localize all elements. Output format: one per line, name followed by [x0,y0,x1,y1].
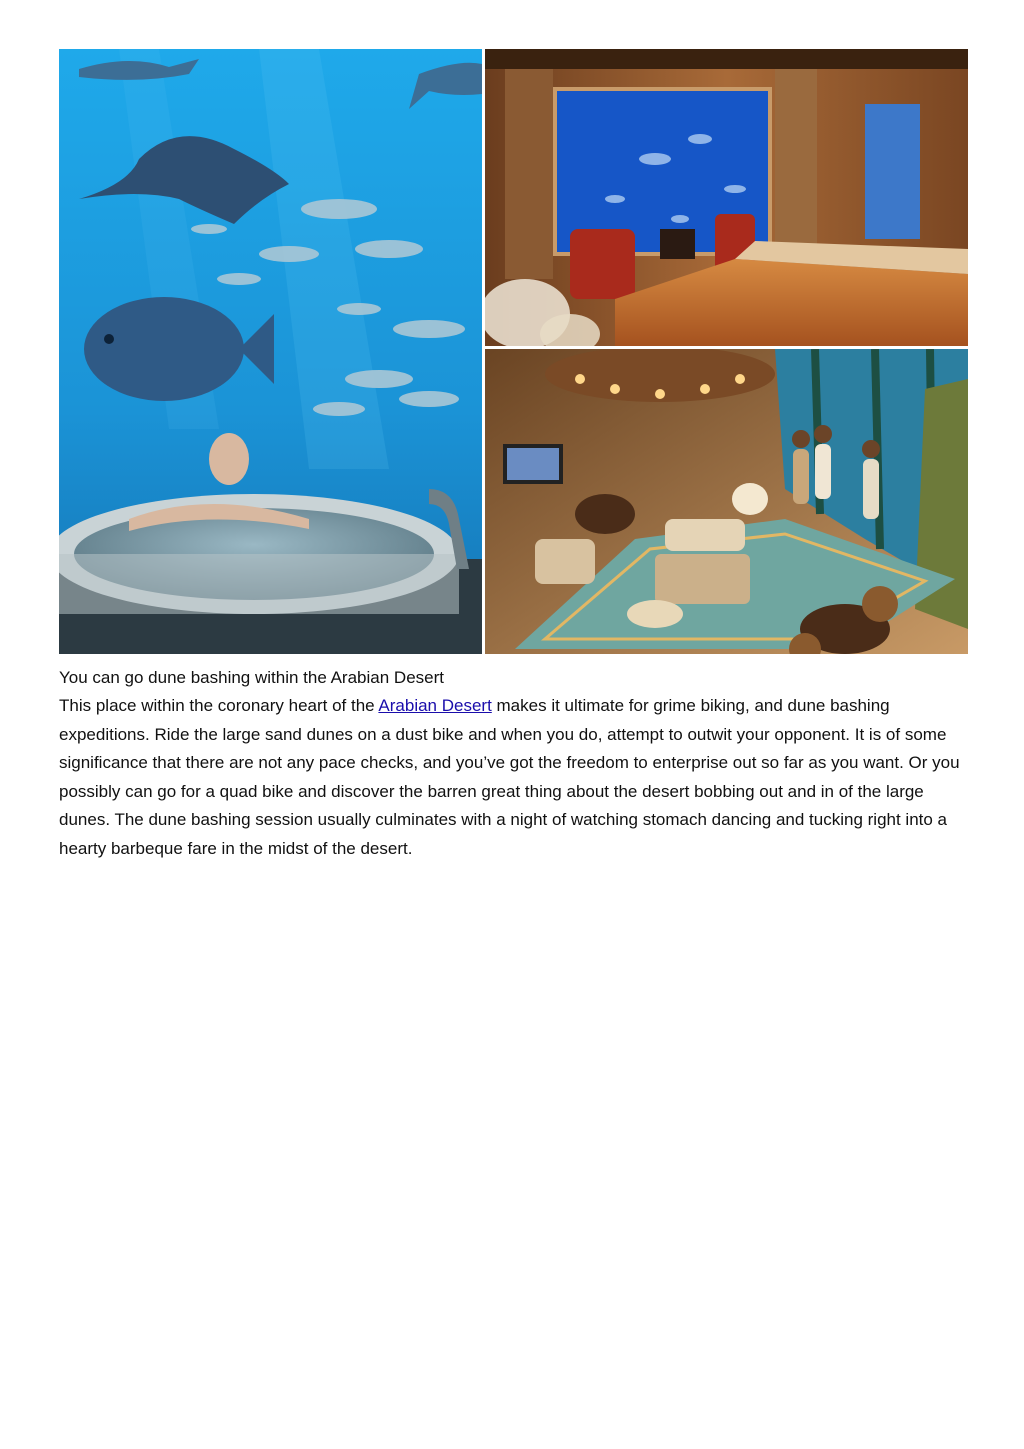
arabian-desert-link[interactable]: Arabian Desert [378,696,492,715]
article-content [59,49,969,863]
photo-caption: You can go dune bashing within the Arabian Desert [59,668,444,687]
paragraph-text-after-link: makes it ultimate for grime biking, and dune bashing expeditions. Ride the large sand dunes on a dust bike and when you do, attempt to outwit your opponent. It is of some significance that there are not any pace checks, and you’ve got the freedom to enterprise out so far as you want. Or you possibly can go for a quad bike and discover the barren great thing about the desert bobbing out and in of the large dunes. The dune bashing session usually culminates with a night of watching stomach dancing and tucking right into a hearty barbeque fare in the midst of the desert. [59,696,960,858]
underwater-bedroom-photo [485,49,968,346]
aquarium-bathtub-photo [59,49,482,654]
suite-living-room-photo [485,349,968,654]
article-paragraph [59,692,969,863]
hotel-photo-collage [59,49,968,654]
paragraph-text-before-link: This place within the coronary heart of the [59,696,379,715]
